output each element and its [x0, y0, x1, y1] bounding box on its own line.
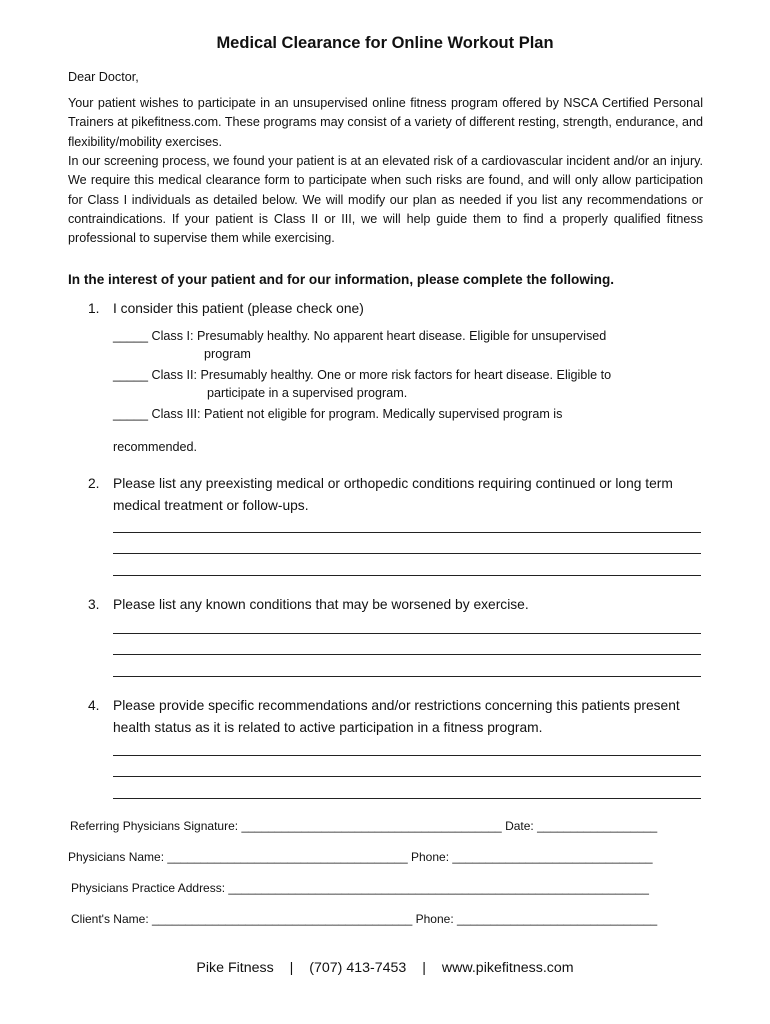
answer-line[interactable]: [113, 676, 701, 677]
physician-phone-field[interactable]: ______________________________: [452, 850, 653, 864]
check-blank[interactable]: _____: [113, 329, 149, 343]
intro-paragraph-2: In our screening process, we found your patient is at an elevated risk of a cardiovascular incident and/or an injury. We require this medical clearance form to participate when such risks are found, and will only allow participation for Class I individuals as detailed below. We will modify our plan as needed if you list any recommendations or contraindications. If your patient is Class II or III, we will help guide them to find a properly qualified fitness professional to supervise them while exercising.: [68, 154, 703, 246]
phone-label: Phone:: [411, 850, 450, 864]
client-phone-field[interactable]: ______________________________: [457, 912, 658, 926]
answer-line[interactable]: [113, 755, 701, 756]
signature-field[interactable]: _______________________________________: [241, 819, 502, 833]
footer-website[interactable]: www.pikefitness.com: [441, 960, 574, 976]
class-option-1[interactable]: [113, 327, 606, 346]
instruction-heading: In the interest of your patient and for our information, please complete the following.: [68, 272, 615, 287]
option-text: Class I: Presumably healthy. No apparent heart disease. Eligible for unsupervised: [151, 329, 607, 343]
answer-line[interactable]: [113, 654, 701, 655]
physician-name-label: Physicians Name:: [68, 850, 165, 864]
signature-label: Referring Physicians Signature:: [70, 819, 239, 833]
answer-line[interactable]: [113, 575, 701, 576]
answer-line[interactable]: [113, 776, 701, 777]
phone-label: Phone:: [415, 912, 454, 926]
footer-company: Pike Fitness: [196, 960, 274, 976]
question-text: Please list any known conditions that may be worsened by exercise.: [113, 597, 529, 612]
intro-paragraph-1: Your patient wishes to participate in an unsupervised online fitness program offered by NSCA Certified Personal Trainers at pikefitness.com. These programs may consist of a variety of different resting, strength, endurance, and flexibility/mobility exercises.: [68, 96, 703, 149]
client-name-label: Client's Name:: [71, 912, 149, 926]
question-text: Please provide specific recommendations and/or restrictions concerning this patients present health status as it is related to active participation in a fitness program.: [113, 698, 680, 735]
practice-address-label: Physicians Practice Address:: [71, 881, 226, 895]
question-number: 4.: [88, 698, 100, 713]
date-label: Date:: [505, 819, 534, 833]
client-name-field[interactable]: _______________________________________: [152, 912, 413, 926]
physician-name-row: [68, 850, 653, 864]
practice-address-field[interactable]: _______________________________________________________________: [228, 881, 649, 895]
answer-line[interactable]: [113, 633, 701, 634]
footer-separator: |: [289, 960, 294, 976]
question-text: Please list any preexisting medical or orthopedic conditions requiring continued or long term medical treatment or follow-ups.: [113, 476, 673, 513]
practice-address-row: [71, 881, 649, 895]
class-option-1-continuation: program: [204, 347, 251, 361]
class-option-2-continuation: participate in a supervised program.: [207, 386, 408, 400]
class-option-3-continuation: recommended.: [113, 440, 197, 454]
answer-line[interactable]: [113, 798, 701, 799]
physician-name-field[interactable]: ____________________________________: [167, 850, 408, 864]
footer-separator: |: [422, 960, 426, 976]
footer-phone: (707) 413-7453: [309, 960, 407, 976]
question-number: 2.: [88, 476, 100, 491]
greeting: Dear Doctor,: [68, 70, 139, 84]
class-option-3[interactable]: [113, 405, 562, 424]
client-name-row: [71, 912, 657, 926]
footer: [0, 960, 770, 976]
answer-line[interactable]: [113, 553, 701, 554]
class-option-2[interactable]: [113, 366, 611, 385]
question-text: I consider this patient (please check one): [113, 301, 364, 316]
answer-line[interactable]: [113, 532, 701, 533]
page-title: Medical Clearance for Online Workout Plan: [216, 34, 554, 52]
date-field[interactable]: __________________: [537, 819, 658, 833]
option-text: Class II: Presumably healthy. One or more risk factors for heart disease. Eligible to: [151, 368, 612, 382]
option-text: Class III: Patient not eligible for program. Medically supervised program is: [151, 407, 563, 421]
question-number: 3.: [88, 597, 100, 612]
check-blank[interactable]: _____: [113, 407, 149, 421]
check-blank[interactable]: _____: [113, 368, 149, 382]
question-number: 1.: [88, 301, 100, 316]
signature-row: [70, 819, 657, 833]
